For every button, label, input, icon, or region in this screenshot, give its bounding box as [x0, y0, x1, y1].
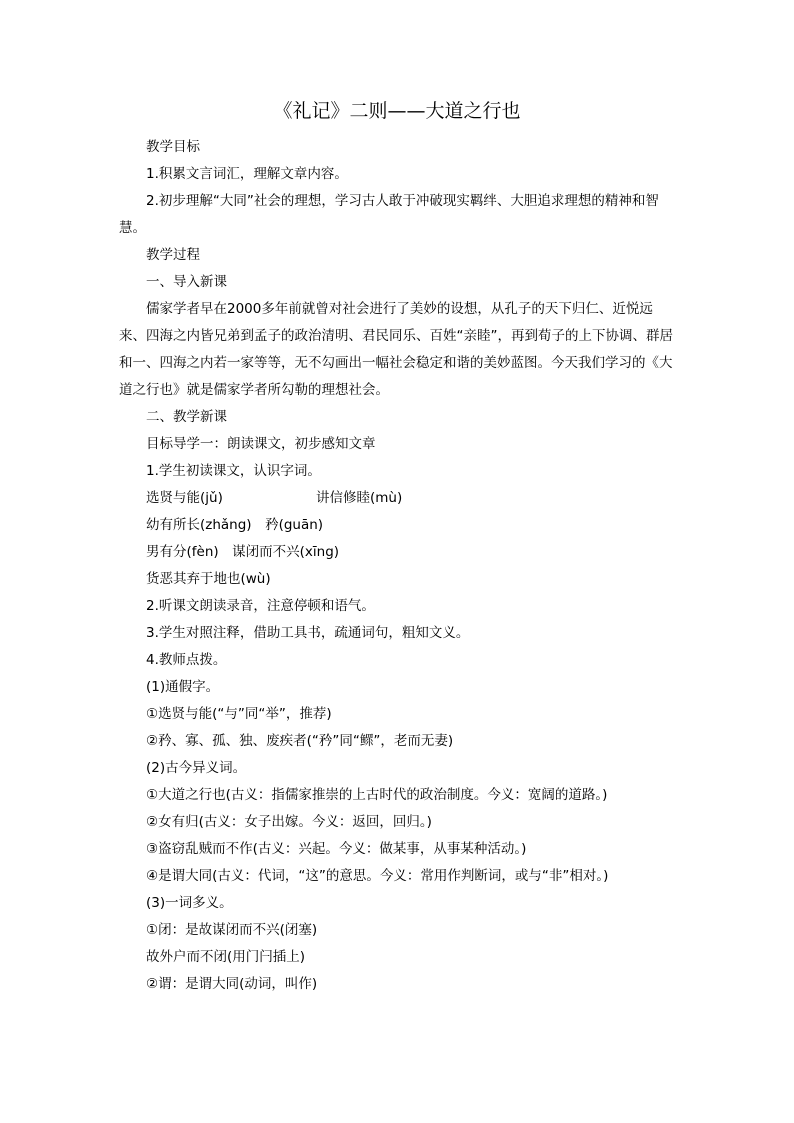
vocab-row-1 [119, 485, 679, 512]
duoyi-item-1: ①闭：是故谋闭而不兴(闭塞) [146, 922, 318, 938]
step-3: 3.学生对照注释，借助工具书，疏通词句，粗知文义。 [146, 625, 470, 641]
vocab-item: 选贤与能(jǔ) [146, 490, 223, 506]
intro-paragraph: 儒家学者早在2000多年前就曾对社会进行了美妙的设想，从孔子的天下归仁、近悦远来、四海之内皆兄弟到孟子的政治清明、君民同乐、百姓“亲睦”，再到荀子的上下协调、群居和一、四海之内若一家等等，无不勾画出一幅社会稳定和谐的美妙蓝图。今天我们学习的《大道之行也》就是儒家学者所勾勒的理想社会。 [119, 301, 673, 398]
vocab-row-2: 幼有所长(zhǎng) 矜(guān) [146, 517, 324, 533]
gujin-item-1: ①大道之行也(古义：指儒家推崇的上古时代的政治制度。今义：宽阔的道路。) [146, 787, 608, 803]
document-title: 《礼记》二则——大道之行也 [273, 100, 521, 122]
tongjia-heading: (1)通假字。 [146, 679, 220, 695]
gujin-item-3: ③盗窃乱贼而不作(古义：兴起。今义：做某事，从事某种活动。) [146, 841, 527, 857]
vocab-item: 讲信修睦(mù) [316, 490, 403, 506]
document-body [119, 134, 679, 998]
step-2: 2.听课文朗读录音，注意停顿和语气。 [146, 598, 375, 614]
tongjia-item-1: ①选贤与能(“与”同“举”，推荐) [146, 706, 332, 722]
objective-item-1: 1.积累文言词汇，理解文章内容。 [146, 166, 348, 182]
step-1: 1.学生初读课文，认识字词。 [146, 463, 321, 479]
gujin-item-2: ②女有归(古义：女子出嫁。今义：返回，回归。) [146, 814, 432, 830]
duoyi-item-2: 故外户而不闭(用门闩插上) [146, 949, 306, 965]
new-lesson-heading: 二、教学新课 [146, 409, 227, 425]
intro-heading: 一、导入新课 [146, 274, 227, 290]
step-4: 4.教师点拨。 [146, 652, 227, 668]
vocab-row-4: 货恶其弃于地也(wù) [146, 571, 271, 587]
goal-1-heading: 目标导学一：朗读课文，初步感知文章 [146, 436, 376, 452]
vocab-row-3: 男有分(fèn) 谋闭而不兴(xīng) [146, 544, 340, 560]
process-heading: 教学过程 [146, 247, 200, 263]
objectives-heading: 教学目标 [146, 139, 200, 155]
duoyi-heading: (3)一词多义。 [146, 895, 233, 911]
tongjia-item-2: ②矜、寡、孤、独、废疾者(“矜”同“鳏”，老而无妻) [146, 733, 454, 749]
duoyi-item-3: ②谓：是谓大同(动词，叫作) [146, 976, 318, 992]
gujin-item-4: ④是谓大同(古义：代词，“这”的意思。今义：常用作判断词，或与“非”相对。) [146, 868, 609, 884]
gujin-heading: (2)古今异义词。 [146, 760, 247, 776]
objective-item-2: 2.初步理解“大同”社会的理想，学习古人敢于冲破现实羁绊、大胆追求理想的精神和智慧。 [119, 193, 659, 236]
